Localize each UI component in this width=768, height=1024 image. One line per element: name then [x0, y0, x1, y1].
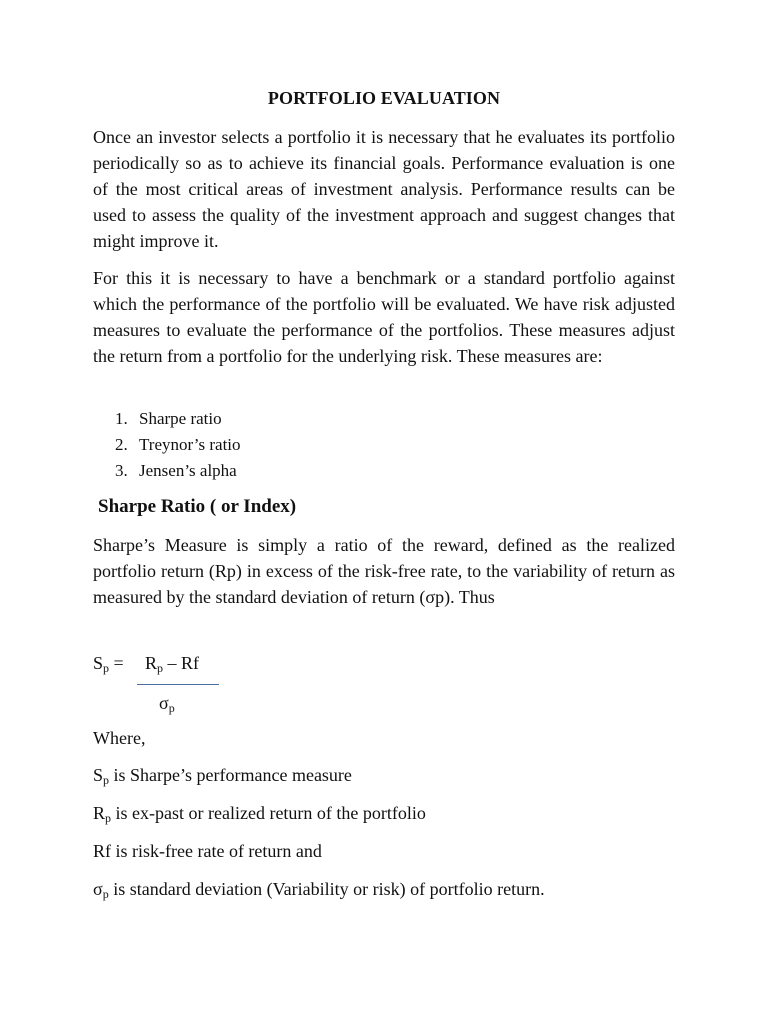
formula-lhs-subscript: p — [103, 661, 110, 675]
formula-num-symbol: R — [145, 653, 158, 673]
definition-symbol: σ — [93, 879, 103, 899]
definition-subscript: p — [102, 887, 109, 901]
list-item-label: Sharpe ratio — [139, 409, 222, 428]
definition-rf — [93, 838, 322, 864]
definition-text: is standard deviation (Variability or risk) of portfolio return. — [108, 879, 545, 899]
list-item-number: 1. — [115, 409, 128, 428]
where-label: Where, — [93, 728, 146, 748]
formula-numerator-row — [93, 650, 199, 676]
section-heading: Sharpe Ratio ( or Index) — [98, 496, 297, 517]
definition-sigma — [93, 876, 545, 902]
formula-den-subscript: p — [168, 701, 175, 715]
list-item-number: 2. — [115, 435, 128, 454]
document-title: PORTFOLIO EVALUATION — [267, 88, 501, 108]
definition-subscript: p — [103, 773, 110, 787]
list-item-label: Jensen’s alpha — [139, 461, 237, 480]
list-item — [115, 458, 241, 484]
list-item — [115, 406, 241, 432]
formula-lhs — [93, 650, 145, 676]
formula-numerator — [145, 653, 199, 673]
formula-num-rest: – Rf — [163, 653, 200, 673]
definition-symbol: S — [93, 765, 104, 785]
definition-text: is Sharpe’s performance measure — [109, 765, 352, 785]
definition-text: is risk-free rate of return and — [111, 841, 322, 861]
list-item — [115, 432, 241, 458]
definition-symbol: R — [93, 803, 106, 823]
measures-list — [115, 406, 241, 484]
definition-text: is ex-past or realized return of the portfolio — [111, 803, 426, 823]
benchmark-paragraph: For this it is necessary to have a benchmark or a standard portfolio against which the performance of the portfolio will be evaluated. We have risk adjusted measures to evaluate the performance of the portfolios. These measures adjust the return from a portfolio for the underlying risk. These measures are: — [93, 268, 675, 366]
definition-rp — [93, 800, 426, 826]
formula-equals: = — [113, 653, 124, 673]
formula-denominator — [159, 690, 175, 716]
list-item-number: 3. — [115, 461, 128, 480]
definition-symbol: Rf — [93, 841, 111, 861]
definition-subscript: p — [105, 811, 112, 825]
intro-paragraph: Once an investor selects a portfolio it is necessary that he evaluates its portfolio periodically so as to achieve its financial goals. Performance evaluation is one of the most critical areas of investment analysis. Performance results can be used to assess the quality of the investment approach and suggest changes that might improve it. — [93, 127, 675, 251]
formula-lhs-symbol: S — [93, 653, 104, 673]
document-page — [93, 0, 675, 1024]
fraction-bar — [137, 684, 219, 685]
definition-sp — [93, 762, 352, 788]
list-item-label: Treynor’s ratio — [139, 435, 241, 454]
sharpe-definition-paragraph: Sharpe’s Measure is simply a ratio of the reward, defined as the realized portfolio return (Rp) in excess of the risk-free rate, to the variability of return as measured by the standard deviation of return (σp). Thus — [93, 535, 675, 607]
formula-den-symbol: σ — [159, 693, 169, 713]
formula-num-subscript: p — [157, 661, 164, 675]
